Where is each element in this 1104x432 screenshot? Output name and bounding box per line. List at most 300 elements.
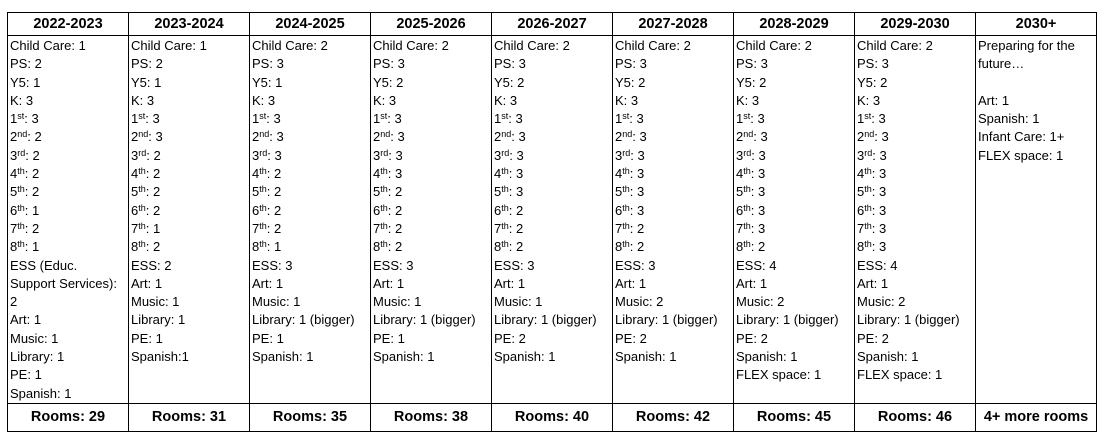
grade-ordinal-suffix: th [743,239,751,250]
grade-ordinal-suffix: rd [743,147,752,158]
grade-ordinal-suffix: nd [622,129,633,140]
room-count-line: PS: 3 [857,56,889,72]
grade-room-count [131,110,247,128]
room-count-line: PE: 2 [857,330,889,346]
grade-count: : 2 [27,129,42,145]
grade-room-count [494,128,610,146]
grade-count: : 2 [266,220,282,236]
grade-room-count [252,147,368,165]
room-count-line: Art: 1 [373,275,405,291]
grade-ordinal-suffix: rd [380,147,389,158]
grade-number: 2 [494,129,502,145]
grade-room-count [857,147,973,165]
grade-ordinal-suffix: st [864,111,872,122]
room-count-line: ESS: 3 [615,257,656,273]
grade-room-count [494,220,610,238]
room-count-line: Art: 1 [131,275,163,291]
grade-number: 4 [131,166,139,182]
rooms-total: Rooms: 31 [129,403,250,431]
room-count-line: ESS: 3 [373,257,414,273]
grade-room-count [736,220,852,238]
room-count-line: Art: 1 [494,275,526,291]
grade-number: 2 [131,129,139,145]
year-header: 2023-2024 [129,13,250,36]
grade-number: 7 [736,220,744,236]
room-count-line: Music: 2 [736,294,785,310]
room-count-line: PE: 1 [373,330,405,346]
grade-number: 4 [10,166,18,182]
grade-count: : 3 [145,111,160,127]
room-count-line: PS: 3 [736,56,768,72]
grade-room-count [252,183,368,201]
grade-room-count [494,165,610,183]
grade-room-count [131,220,247,238]
grade-ordinal-suffix: nd [743,129,754,140]
grade-ordinal-suffix: th [259,202,267,213]
grade-ordinal-suffix: th [138,166,146,177]
room-count-line: Library: 1 (bigger) [736,312,839,328]
grade-count: : 1 [24,239,40,255]
grade-number: 5 [494,184,502,200]
room-count-line: Y5: 1 [10,74,41,90]
year-room-list [734,36,855,404]
grade-number: 2 [252,129,260,145]
grade-number: 3 [494,147,502,163]
room-count-line: PE: 1 [10,367,42,383]
room-count-line: Y5: 2 [736,74,767,90]
room-count-line: Music: 2 [857,294,906,310]
grade-number: 1 [615,111,623,127]
room-count-line: PE: 1 [252,330,284,346]
year-room-list [129,36,250,404]
grade-room-count [131,147,247,165]
grade-number: 4 [494,166,502,182]
grade-ordinal-suffix: nd [864,129,875,140]
grade-ordinal-suffix: st [380,111,388,122]
year-room-list [371,36,492,404]
grade-number: 5 [736,184,744,200]
grade-number: 7 [615,220,623,236]
rooms-total: Rooms: 40 [492,403,613,431]
grade-ordinal-suffix: rd [138,147,147,158]
grade-ordinal-suffix: nd [138,129,149,140]
grade-count: : 2 [145,239,161,255]
room-count-line: PS: 2 [131,56,163,72]
grade-room-count [252,128,368,146]
rooms-total: Rooms: 46 [855,403,976,431]
room-count-line: PE: 2 [615,330,647,346]
grade-number: 3 [131,147,139,163]
grade-ordinal-suffix: th [622,202,630,213]
room-count-line: FLEX space: 1 [736,367,822,383]
year-room-list [613,36,734,404]
rooms-total: Rooms: 42 [613,403,734,431]
grade-ordinal-suffix: th [622,166,630,177]
room-count-line: Child Care: 2 [857,38,933,53]
room-count-line: Child Care: 1 [131,38,207,53]
grade-number: 6 [373,202,381,218]
grade-count: : 2 [508,220,524,236]
grade-room-count [131,183,247,201]
room-count-line: Y5: 2 [373,74,404,90]
room-count-line: Music: 2 [615,294,664,310]
grade-count: : 3 [511,129,526,145]
grade-count: : 3 [508,166,524,182]
grade-ordinal-suffix: th [138,202,146,213]
grade-room-count [10,220,126,238]
grade-ordinal-suffix: th [743,184,751,195]
grade-ordinal-suffix: th [501,184,509,195]
grade-count: : 3 [629,111,644,127]
grade-number: 7 [10,220,18,236]
grade-count: : 3 [872,147,887,163]
grade-ordinal-suffix: nd [17,129,28,140]
room-count-line: Music: 1 [252,294,301,310]
room-plan-table [7,12,1097,432]
room-count-line: K: 3 [615,92,639,108]
grade-room-count [373,220,489,238]
grade-count: : 3 [388,147,403,163]
grade-count: : 3 [871,202,887,218]
grade-room-count [131,202,247,220]
room-count-line: ESS: 4 [857,257,898,273]
rooms-total: Rooms: 45 [734,403,855,431]
room-count-line: K: 3 [736,92,760,108]
room-count-line: Child Care: 2 [373,38,449,53]
grade-room-count [494,147,610,165]
room-count-line: ESS: 4 [736,257,777,273]
grade-ordinal-suffix: th [622,220,630,231]
grade-number: 3 [10,147,18,163]
grade-ordinal-suffix: st [743,111,751,122]
grade-count: : 3 [750,202,766,218]
room-count-line: Library: 1 [10,349,65,365]
room-count-line: K: 3 [373,92,397,108]
grade-ordinal-suffix: th [622,184,630,195]
grade-room-count [10,238,126,256]
grade-room-count [494,110,610,128]
grade-count: : 3 [148,129,163,145]
grade-number: 8 [857,239,865,255]
grade-ordinal-suffix: rd [864,147,873,158]
grade-number: 1 [857,111,865,127]
grade-count: : 3 [390,129,405,145]
grade-ordinal-suffix: th [743,202,751,213]
room-count-line: Spanish: 1 [857,349,919,365]
grade-room-count [10,147,126,165]
grade-count: : 2 [24,184,40,200]
grade-number: 4 [615,166,623,182]
grade-number: 8 [373,239,381,255]
grade-ordinal-suffix: st [501,111,509,122]
grade-room-count [373,165,489,183]
room-count-line: Spanish:1 [131,349,189,365]
grade-number: 2 [736,129,744,145]
grade-room-count [615,128,731,146]
grade-room-count [736,110,852,128]
grade-number: 4 [736,166,744,182]
grade-count: : 1 [145,220,161,236]
grade-room-count [736,165,852,183]
grade-number: 2 [373,129,381,145]
room-count-line: Spanish: 1 [494,349,556,365]
grade-room-count [736,183,852,201]
room-count-line: PE: 2 [494,330,526,346]
grade-number: 7 [373,220,381,236]
room-count-line: Art: 1 [978,92,1010,108]
grade-count: : 2 [508,239,524,255]
grade-ordinal-suffix: nd [380,129,391,140]
grade-count: : 2 [508,202,524,218]
room-count-line: PS: 3 [494,56,526,72]
grade-ordinal-suffix: th [380,184,388,195]
grade-ordinal-suffix: st [259,111,267,122]
grade-count: : 2 [146,147,161,163]
grade-count: : 3 [387,111,402,127]
grade-ordinal-suffix: st [17,111,25,122]
grade-number: 7 [494,220,502,236]
grade-ordinal-suffix: rd [501,147,510,158]
grade-count: : 1 [24,202,40,218]
grade-ordinal-suffix: th [864,184,872,195]
grade-ordinal-suffix: th [864,166,872,177]
room-count-line: Child Care: 2 [615,38,691,53]
year-header: 2026-2027 [492,13,613,36]
grade-count: : 2 [25,147,40,163]
grade-ordinal-suffix: th [259,166,267,177]
grade-count: : 3 [629,202,645,218]
grade-count: : 2 [387,202,403,218]
grade-ordinal-suffix: th [259,239,267,250]
grade-ordinal-suffix: st [138,111,146,122]
rooms-total: 4+ more rooms [976,403,1097,431]
grade-number: 1 [252,111,260,127]
room-count-line: K: 3 [252,92,276,108]
grade-number: 2 [615,129,623,145]
grade-count: : 3 [750,220,766,236]
grade-ordinal-suffix: th [501,202,509,213]
blank-line [978,74,1094,92]
grade-ordinal-suffix: st [622,111,630,122]
grade-number: 3 [373,147,381,163]
grade-number: 6 [10,202,18,218]
grade-number: 1 [10,111,18,127]
year-room-list [250,36,371,404]
room-count-line: Library: 1 [131,312,186,328]
grade-ordinal-suffix: th [17,166,25,177]
grade-count: : 3 [750,166,766,182]
grade-ordinal-suffix: nd [501,129,512,140]
room-count-line: Y5: 2 [494,74,525,90]
grade-count: : 2 [145,202,161,218]
room-count-line: Y5: 1 [131,74,162,90]
grade-room-count [857,183,973,201]
grade-count: : 2 [750,239,766,255]
grade-ordinal-suffix: th [17,239,25,250]
room-count-line: Art: 1 [10,312,42,328]
grade-ordinal-suffix: th [501,166,509,177]
rooms-total: Rooms: 29 [8,403,129,431]
room-count-line: ESS: 2 [131,257,172,273]
grade-number: 6 [857,202,865,218]
grade-number: 7 [131,220,139,236]
grade-room-count [736,238,852,256]
grade-number: 5 [857,184,865,200]
room-count-line: Child Care: 2 [494,38,570,53]
grade-room-count [252,220,368,238]
grade-room-count [615,165,731,183]
grade-room-count [131,238,247,256]
room-count-line: ESS: 3 [252,257,293,273]
grade-number: 6 [615,202,623,218]
grade-number: 6 [131,202,139,218]
grade-number: 3 [736,147,744,163]
grade-ordinal-suffix: rd [17,147,26,158]
grade-ordinal-suffix: th [622,239,630,250]
grade-ordinal-suffix: th [17,220,25,231]
grade-ordinal-suffix: th [864,202,872,213]
grade-count: : 2 [387,239,403,255]
grade-room-count [252,238,368,256]
grade-count: : 3 [24,111,39,127]
room-count-line: Y5: 2 [615,74,646,90]
grade-room-count [615,202,731,220]
grade-ordinal-suffix: nd [259,129,270,140]
grade-ordinal-suffix: th [138,239,146,250]
room-count-line: Spanish: 1 [373,349,435,365]
year-header: 2030+ [976,13,1097,36]
grade-number: 2 [857,129,865,145]
room-count-line: PE: 1 [131,330,163,346]
grade-room-count [857,165,973,183]
grade-count: : 3 [750,111,765,127]
grade-number: 2 [10,129,18,145]
grade-number: 4 [373,166,381,182]
year-room-list [8,36,129,404]
grade-count: : 3 [266,111,281,127]
grade-number: 8 [252,239,260,255]
grade-ordinal-suffix: th [743,220,751,231]
grade-room-count [131,165,247,183]
grade-count: : 2 [266,166,282,182]
rooms-total: Rooms: 38 [371,403,492,431]
grade-count: : 2 [387,184,403,200]
grade-room-count [736,128,852,146]
room-count-line: ESS: 3 [494,257,535,273]
grade-number: 5 [252,184,260,200]
room-count-line: Spanish: 1 [736,349,798,365]
room-count-line: Child Care: 1 [10,38,86,53]
grade-count: : 1 [266,239,282,255]
room-count-line: K: 3 [494,92,518,108]
grade-number: 1 [131,111,139,127]
grade-number: 1 [373,111,381,127]
year-room-list [855,36,976,404]
grade-count: : 2 [266,184,282,200]
room-count-line: K: 3 [857,92,881,108]
grade-count: : 2 [24,220,40,236]
grade-count: : 3 [871,220,887,236]
grade-room-count [615,183,731,201]
room-breakdown-row [8,36,1097,404]
room-count-line: Spanish: 1 [978,111,1040,127]
grade-room-count [252,202,368,220]
grade-room-count [857,110,973,128]
grade-number: 7 [252,220,260,236]
grade-room-count [252,165,368,183]
room-count-line: PS: 3 [373,56,405,72]
room-count-line: Library: 1 (bigger) [373,312,476,328]
room-count-line: PE: 2 [736,330,768,346]
room-count-line: PS: 3 [252,56,284,72]
room-count-line: PS: 3 [615,56,647,72]
grade-number: 8 [131,239,139,255]
grade-room-count [736,147,852,165]
grade-count: : 3 [871,184,887,200]
grade-room-count [10,202,126,220]
grade-number: 5 [373,184,381,200]
grade-count: : 3 [508,184,524,200]
grade-count: : 3 [751,147,766,163]
grade-ordinal-suffix: rd [622,147,631,158]
grade-room-count [857,238,973,256]
grade-room-count [373,238,489,256]
grade-number: 4 [857,166,865,182]
grade-number: 4 [252,166,260,182]
grade-count: : 2 [387,220,403,236]
grade-room-count [494,183,610,201]
grade-room-count [615,110,731,128]
grade-count: : 2 [629,220,645,236]
rooms-total: Rooms: 35 [250,403,371,431]
room-count-line: Art: 1 [252,275,284,291]
grade-ordinal-suffix: th [380,166,388,177]
grade-number: 5 [615,184,623,200]
room-count-line: Art: 1 [857,275,889,291]
grade-count: : 2 [266,202,282,218]
grade-room-count [373,147,489,165]
grade-count: : 3 [871,166,887,182]
grade-number: 6 [736,202,744,218]
grade-count: : 3 [753,129,768,145]
grade-number: 3 [615,147,623,163]
room-count-line: Spanish: 1 [615,349,677,365]
room-count-line: Y5: 2 [857,74,888,90]
room-count-line: Library: 1 (bigger) [857,312,960,328]
grade-room-count [252,110,368,128]
year-room-list [492,36,613,404]
grade-room-count [615,238,731,256]
grade-room-count [10,165,126,183]
room-count-line: K: 3 [10,92,34,108]
grade-ordinal-suffix: th [17,184,25,195]
grade-ordinal-suffix: th [138,220,146,231]
room-count-line: FLEX space: 1 [978,147,1064,163]
grade-number: 8 [615,239,623,255]
grade-ordinal-suffix: th [864,239,872,250]
grade-count: : 2 [629,239,645,255]
room-count-line: Child Care: 2 [252,38,328,53]
room-count-line: Spanish: 1 [10,385,72,401]
grade-number: 6 [252,202,260,218]
room-count-line: Child Care: 2 [736,38,812,53]
grade-number: 3 [252,147,260,163]
grade-count: : 3 [508,111,523,127]
grade-ordinal-suffix: th [138,184,146,195]
grade-room-count [494,238,610,256]
grade-count: : 3 [874,129,889,145]
grade-number: 5 [131,184,139,200]
